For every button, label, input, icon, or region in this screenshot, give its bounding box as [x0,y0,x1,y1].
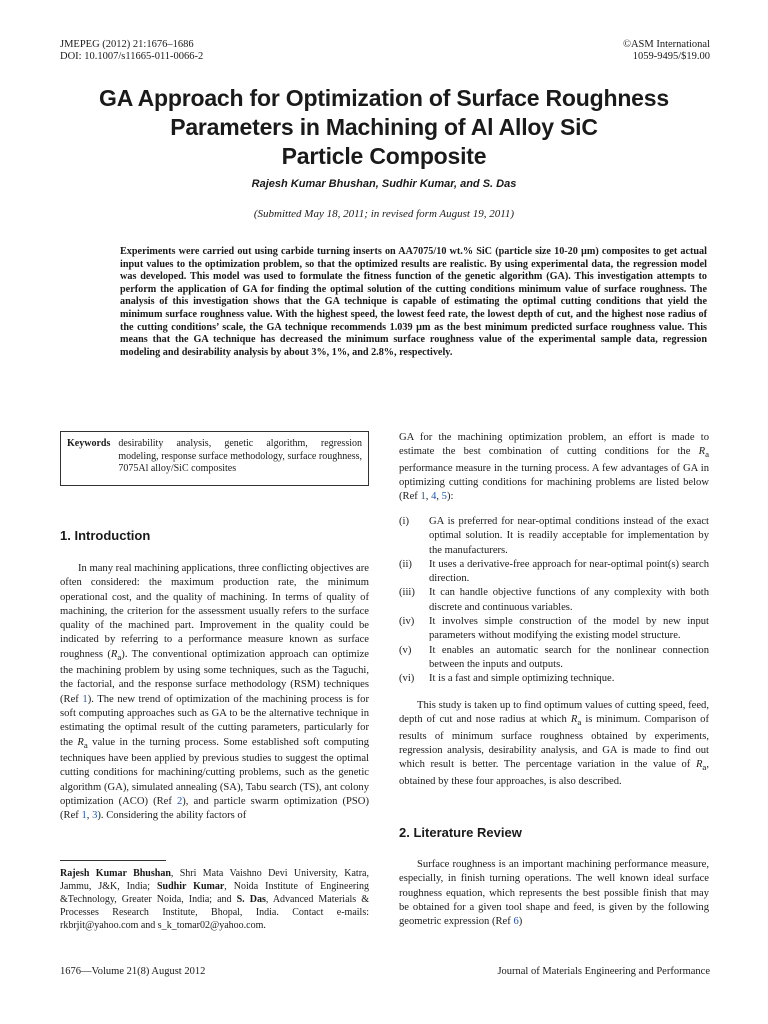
reference-link[interactable]: 1 [420,491,426,503]
copyright: ©ASM International [622,39,710,50]
title-line: GA Approach for Optimization of Surface Roughness [99,85,669,111]
paragraph: This study is taken up to find optimum values of cutting speed, feed, depth of cut and nose radius at which $R_a$ is minimum. Comparison of results of minimum surface roughness obtained by experiments, regression analysis, desirability analysis, and GA is made to find out which result is better. The percentage variation in the value of $R_a$, obtained by these four approaches, is also described. [399,700,709,787]
doi: DOI: 10.1007/s11665-011-0066-2 [60,51,204,62]
keywords-text: desirability analysis, genetic algorithm, regression modeling, response surface methodology, surface roughness, 7075Al alloy/SiC composites [118,438,362,474]
list-item: (iv) It involves simple construction of the model by new input parameters without modifying the existing model structure. [399,616,709,642]
introduction-continued [399,431,709,505]
study-aim-paragraph [399,699,709,789]
running-header-right [623,39,710,63]
section-heading-introduction: 1. Introduction [60,528,151,543]
reference-link[interactable]: 2 [176,795,183,807]
list-item: (vi) It is a fast and simple optimizing technique. [399,673,615,685]
reference-link[interactable]: 1 [82,693,88,705]
reference-link[interactable]: 6 [513,916,519,928]
list-item: (i) GA is preferred for near-optimal conditions instead of the exact optimal solution. It is readily acceptable for implementation by the manufacturers. [399,516,709,556]
footnote-divider [60,860,166,861]
paper-title [40,84,728,171]
title-line: Parameters in Machining of Al Alloy SiC [170,114,598,140]
list-item: (iii) It can handle objective functions of any complexity with both discrete and continuous variables. [399,587,709,613]
paragraph: Surface roughness is an important machining performance measure, especially, in finish turning operations. The well known ideal surface roughness equation, which represents the best possible finish that may be obtained for a given tool shape and feed, is given by the following geometric expression (Ref 6) [399,859,709,928]
advantages-list [399,515,709,687]
author-list: Rajesh Kumar Bhushan, Sudhir Kumar, and S. Das [251,178,517,190]
title-line: Particle Composite [281,143,487,169]
reference-link[interactable]: 5 [441,491,447,503]
reference-link[interactable]: 3 [92,810,98,822]
keywords-label: Keywords [67,438,111,449]
paragraph: In many real machining applications, three conflicting objectives are often considered: the maximum production rate, the minimum operational cost, and the quality of machining. In terms of quality of machining, the criterion for the assessment usually refers to the surface quality of the machined part. Improvement in the quality could be indicated by referring to a performance measure known as surface roughness $(R_a)$. The conventional optimization approach can optimize the machining problem by using some techniques, such as the Taguchi, the factorial, and the response surface methodology (RSM) techniques (Ref 1). The new trend of optimization of the machining process is for soft computing approaches such as GA to be the alternative technique in estimating the optimal result of the cutting parameters, particularly for the $R_a$ value in the turning process. Some established soft computing techniques have been applied by previous studies to suggest the optimal cutting conditions for machining/cutting problems, such as the genetic algorithm (GA), simulated annealing (SA), Tabu search (TS), ant colony optimization (ACO) (Ref 2), and particle swarm optimization (PSO) (Ref 1, 3). Considering the ability factors of [60,563,370,822]
section-heading-literature-review: 2. Literature Review [399,825,522,840]
abstract: Experiments were carried out using carbide turning inserts on AA7075/10 wt.% SiC (particle size 10-20 µm) composites to get actual input values to the optimization problem, so that the optimized results are realistic. By using experimental data, the regression model was developed. This model was used to formulate the fitness function of the genetic algorithm (GA). This investigation attempts to perform the application of GA for finding the optimal solution of the cutting conditions minimum value of surface roughness. The analysis of this investigation shows that the GA technique is capable of estimating the optimal cutting conditions that yield the minimum surface roughness value. With the highest speed, the lowest feed rate, the lowest depth of cut, and the highest nose radius of the cutting conditions’ scale, the GA technique recommends 1.039 µm as the best minimum predicted surface roughness value. This means that the GA technique has decreased the minimum surface roughness value of the experimental sample data, regression modeling and desirability analysis by about 3%, 1%, and 2.8%, respectively. [120,246,707,358]
reference-link[interactable]: 4 [431,491,437,503]
keywords-box [60,431,369,486]
journal-reference: JMEPEG (2012) 21:1676–1686 [60,39,194,50]
list-item: (ii) It uses a derivative-free approach for near-optimal point(s) search direction. [399,558,709,585]
reference-link[interactable]: 1 [81,810,87,822]
price: 1059-9495/$19.00 [632,51,710,62]
submission-dates: (Submitted May 18, 2011; in revised form August 19, 2011) [253,208,515,220]
footer-volume: 1676—Volume 21(8) August 2012 [60,966,206,977]
list-item: (v) It enables an automatic search for the nonlinear connection between the inputs and outputs. [399,644,709,670]
introduction-body [60,562,369,824]
paragraph: GA for the machining optimization problem, an effort is made to estimate the best combination of cutting conditions for the $R_a$ performance measure in the turning process. A few advantages of GA in optimizing cutting conditions for machining problems are listed below (Ref 1, 4, 5): [399,432,709,503]
footer-journal: Journal of Materials Engineering and Performance [497,966,710,977]
running-header-left [60,39,203,63]
author-affiliations: Rajesh Kumar Bhushan, Shri Mata Vaishno Devi University, Katra, Jammu, J&K, India; Sudhir Kumar, Noida Institute of Engineering &Technology, Greater Noida, India; and S. Das, Advanced Materials & Processes Research Institute, Bhopal, India. Contact e-mails: rkbrjit@yahoo.com and s_k_tomar02@yahoo.com. [60,868,370,931]
literature-review-body [399,858,709,929]
